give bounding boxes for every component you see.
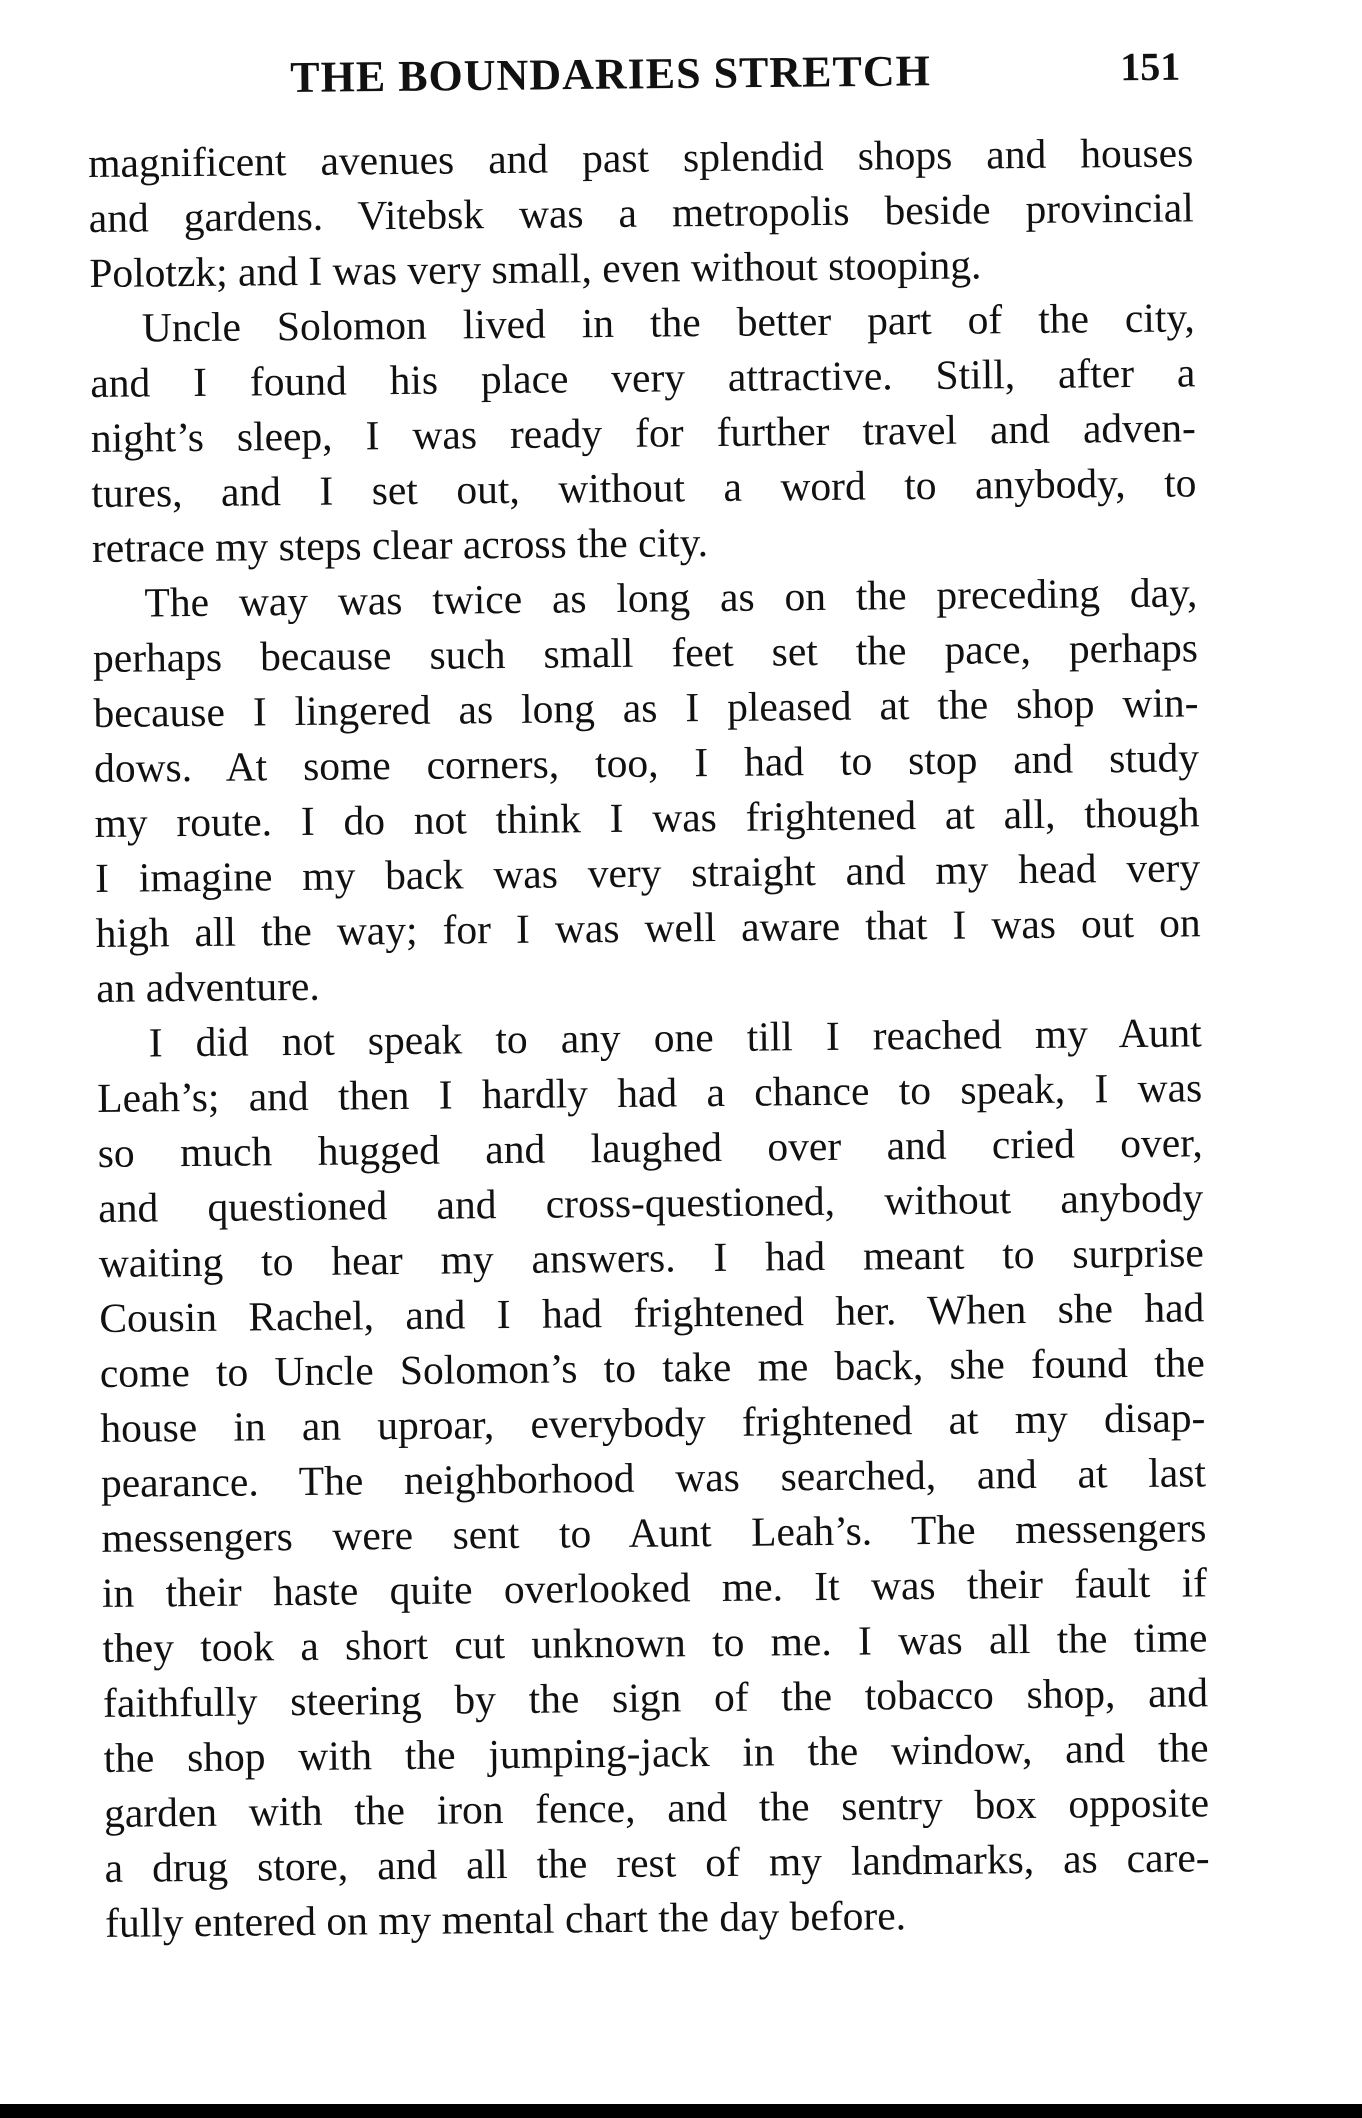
page-number: 151 [1119,43,1181,90]
text-line: high all the way; for I was well aware that I was out on [95,899,1201,956]
text-line: The way was twice as long as on the preceding day, [144,569,1198,626]
text-line: faithfully steering by the sign of the tobacco shop, and [102,1669,1209,1726]
running-head [290,43,1181,112]
text-line: my route. I do not think I was frightened at all, though [94,789,1200,846]
text-line: and gardens. Vitebsk was a metropolis beside provincial [88,184,1194,241]
text-line: Uncle Solomon lived in the better part of the city, [141,294,1196,351]
text-line: perhaps because such small feet set the pace, perhaps [92,624,1199,681]
text-line: Cousin Rachel, and I had frightened her. When she had [99,1284,1205,1341]
text-line: night’s sleep, I was ready for further travel and adven- [90,404,1197,461]
text-line: Polotzk; and I was very small, even without stooping. [89,241,982,296]
text-line: I did not speak to any one till I reached my Aunt [148,1009,1202,1066]
text-line: the shop with the jumping-jack in the window, and the [103,1724,1209,1781]
bottom-scan-edge [0,2104,1362,2118]
text-line: and questioned and cross-questioned, without anybody [98,1174,1204,1231]
text-line: magnificent avenues and past splendid shops and houses [88,129,1194,186]
text-line: dows. At some corners, too, I had to stop and study [93,734,1200,791]
text-line: tures, and I set out, without a word to anybody, to [91,459,1197,516]
text-line: so much hugged and laughed over and cried over, [97,1119,1203,1176]
text-line: waiting to hear my answers. I had meant to surprise [98,1229,1204,1286]
text-line: because I lingered as long as I pleased at the shop win- [93,679,1199,736]
text-line: pearance. The neighborhood was searched, and at last [100,1449,1207,1506]
text-line: I imagine my back was very straight and my head very [94,844,1201,901]
text-line: garden with the iron fence, and the sentry box opposite [103,1779,1210,1836]
text-line: they took a short cut unknown to me. I was all the time [102,1614,1208,1671]
text-line: Leah’s; and then I hardly had a chance to speak, I was [97,1064,1203,1121]
text-line: and I found his place very attractive. Still, after a [90,349,1196,406]
running-title: THE BOUNDARIES STRETCH [290,46,932,102]
body-text [88,125,1210,1951]
text-line: messengers were sent to Aunt Leah’s. The messengers [101,1504,1207,1561]
text-line: house in an uproar, everybody frightened at my disap- [100,1394,1206,1451]
text-line: come to Uncle Solomon’s to take me back, she found the [99,1339,1206,1396]
text-line: retrace my steps clear across the city. [91,519,709,571]
text-line: an adventure. [95,962,320,1011]
text-line: fully entered on my mental chart the day before. [104,1892,907,1946]
text-line: in their haste quite overlooked me. It was their fault if [101,1559,1208,1616]
text-line: a drug store, and all the rest of my landmarks, as care- [104,1834,1210,1891]
